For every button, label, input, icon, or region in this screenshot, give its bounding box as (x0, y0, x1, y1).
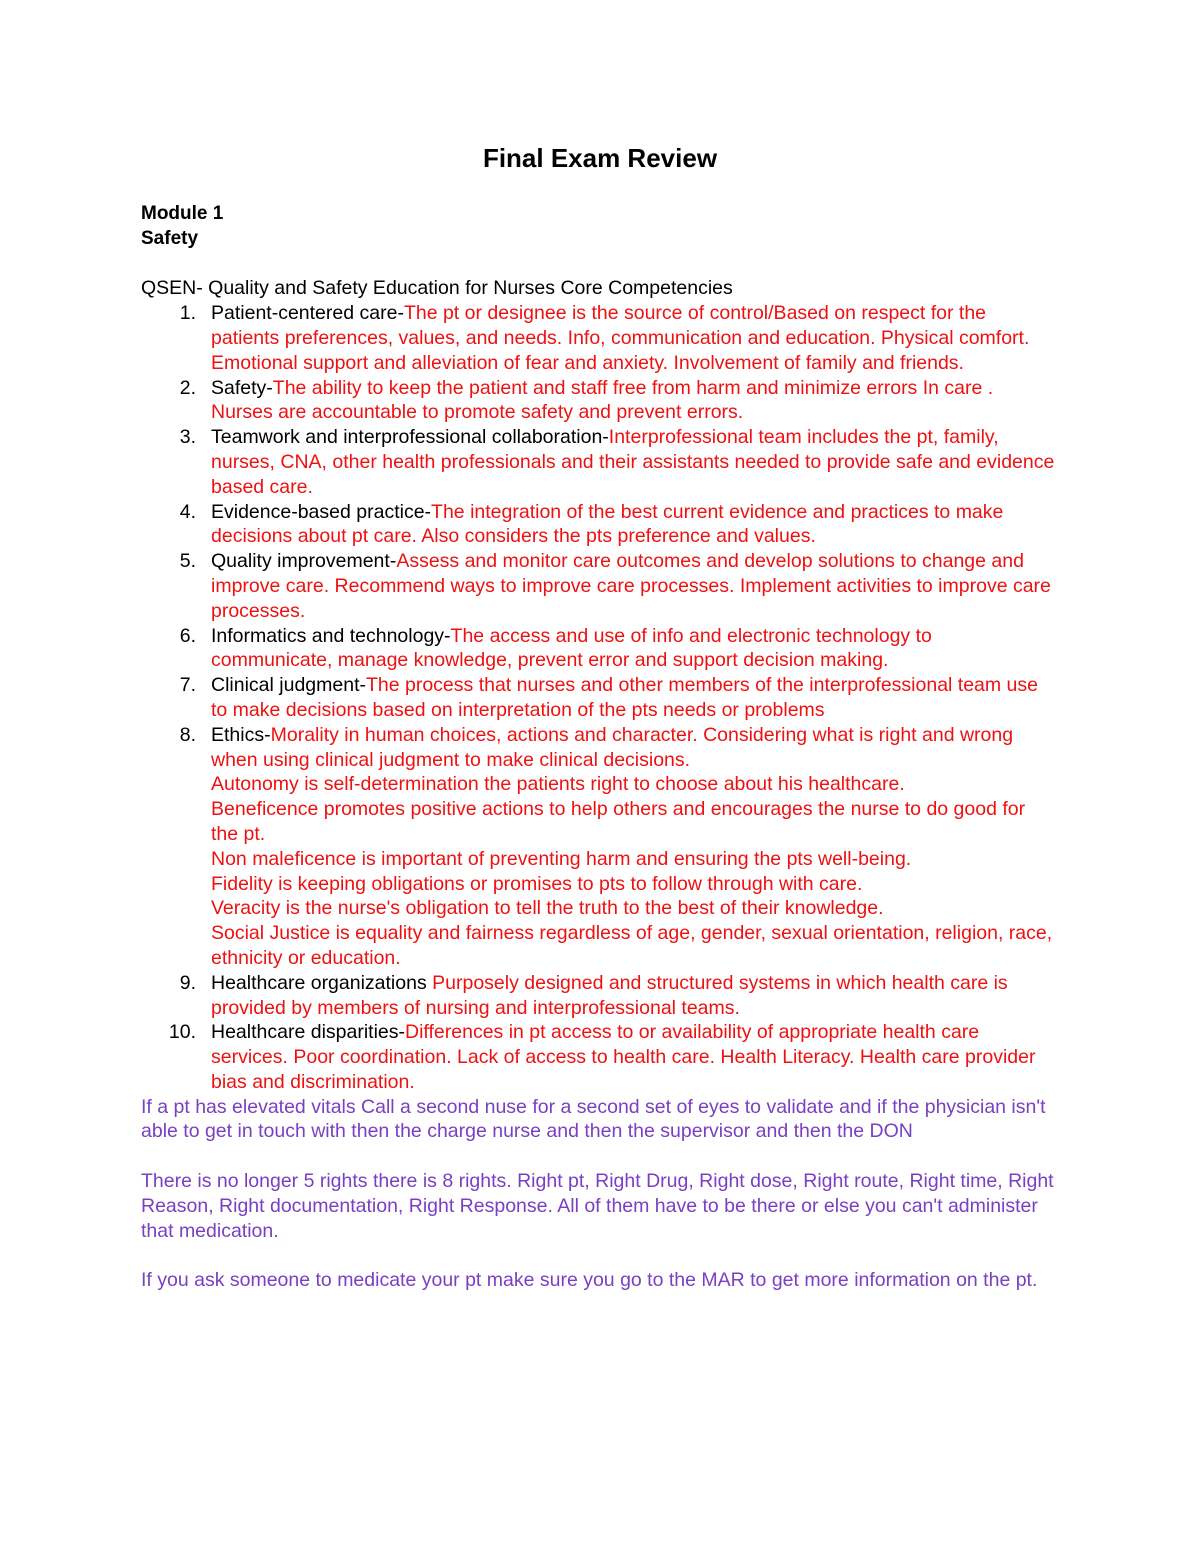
item-number: 1. (179, 302, 196, 325)
spacer (141, 1144, 1056, 1169)
item-number: 2. (179, 376, 196, 399)
item-definition: Purposely designed and structured systems in which health care is provided by members of nursing and interprofessional teams. (211, 971, 1008, 1019)
item-number: 8. (179, 723, 196, 746)
list-item (141, 549, 1056, 623)
spacer (141, 252, 1056, 277)
ethics-principle-social-justice: Social Justice is equality and fairness regardless of age, gender, sexual orientation, religion, race, ethnicity or education. (211, 922, 1053, 969)
note-mar: If you ask someone to medicate your pt make sure you go to the MAR to get more information on the pt. (141, 1269, 1038, 1292)
item-definition: The ability to keep the patient and staff free from harm and minimize errors In care . Nurses are accountable to promote safety and prevent errors. (211, 376, 994, 424)
list-item (141, 971, 1056, 1021)
item-number: 9. (179, 971, 196, 994)
item-term: Healthcare disparities- (211, 1021, 406, 1044)
item-definition: The integration of the best current evidence and practices to make decisions about pt care. Also considers the pts preference and values. (211, 500, 1004, 548)
item-term: Healthcare organizations (211, 971, 433, 994)
ethics-principle-fidelity: Fidelity is keeping obligations or promises to pts to follow through with care. (211, 872, 863, 895)
item-term: Informatics and technology- (211, 624, 451, 647)
list-item (141, 673, 1056, 723)
qsen-intro: QSEN- Quality and Safety Education for Nurses Core Competencies (141, 277, 733, 300)
item-definition: The process that nurses and other members of the interprofessional team use to make decisions based on interpretation of the pts needs or problems (211, 674, 1039, 721)
ethics-principle-nonmaleficence: Non maleficence is important of preventing harm and ensuring the pts well-being. (211, 847, 912, 870)
item-term: Teamwork and interprofessional collaboration- (211, 426, 609, 449)
module-heading: Module 1 (141, 203, 224, 224)
item-number: 5. (179, 550, 196, 573)
ethics-principle-veracity: Veracity is the nurse's obligation to tell the truth to the best of their knowledge. (211, 897, 884, 920)
item-number: 7. (179, 674, 196, 697)
item-term: Clinical judgment- (211, 674, 366, 697)
document-title: Final Exam Review (482, 143, 718, 173)
item-definition: The access and use of info and electronic technology to communicate, manage knowledge, prevent error and support decision making. (211, 624, 932, 672)
item-term: Evidence-based practice- (211, 500, 432, 523)
list-item (141, 376, 1056, 426)
list-item (141, 624, 1056, 674)
item-definition: The pt or designee is the source of control/Based on respect for the patients preferences, values, and needs. Info, communication and education. Physical comfort. Emotional support and alleviation of fear and anxiety. Involvement of family and friends. (211, 302, 1030, 374)
ethics-principle-autonomy: Autonomy is self-determination the patients right to choose about his healthcare. (211, 773, 905, 796)
item-number: 6. (179, 624, 196, 647)
list-item (141, 301, 1056, 375)
item-definition: Assess and monitor care outcomes and develop solutions to change and improve care. Recommend ways to improve care processes. Implement activities to improve care processes. (211, 550, 1051, 622)
item-term: Ethics- (211, 723, 271, 746)
item-number: 4. (179, 500, 196, 523)
note-medication-rights: There is no longer 5 rights there is 8 rights. Right pt, Right Drug, Right dose, Right route, Right time, Right Reason, Right documentation, Right Response. All of them have to be there or else you can't administer that medication. (141, 1170, 1054, 1242)
item-term: Patient-centered care- (211, 302, 404, 325)
item-number: 3. (179, 426, 196, 449)
list-item (141, 500, 1056, 550)
list-item (141, 1020, 1056, 1094)
list-item (141, 425, 1056, 499)
item-term: Quality improvement- (211, 550, 397, 573)
item-definition: Interprofessional team includes the pt, family, nurses, CNA, other health professionals and their assistants needed to provide safe and evidence based care. (211, 426, 1055, 498)
item-number: 10. (168, 1021, 196, 1044)
topic-heading: Safety (141, 227, 199, 249)
qsen-competency-list (141, 301, 1056, 1095)
item-definition: Differences in pt access to or availability of appropriate health care services. Poor coordination. Lack of access to health care. Health Literacy. Health care provider bias and discrimination. (211, 1021, 1036, 1093)
spacer (141, 1243, 1056, 1268)
list-item-ethics (141, 723, 1056, 971)
item-definition: Morality in human choices, actions and character. Considering what is right and wrong when using clinical judgment to make clinical decisions. (211, 723, 1014, 771)
note-elevated-vitals: If a pt has elevated vitals Call a second nuse for a second set of eyes to validate and if the physician isn't able to get in touch with then the charge nurse and then the supervisor and then the DON (141, 1095, 1046, 1143)
ethics-principle-beneficence: Beneficence promotes positive actions to help others and encourages the nurse to do good for the pt. (211, 798, 1026, 845)
item-term: Safety- (211, 376, 273, 399)
document-page (141, 140, 1056, 1293)
